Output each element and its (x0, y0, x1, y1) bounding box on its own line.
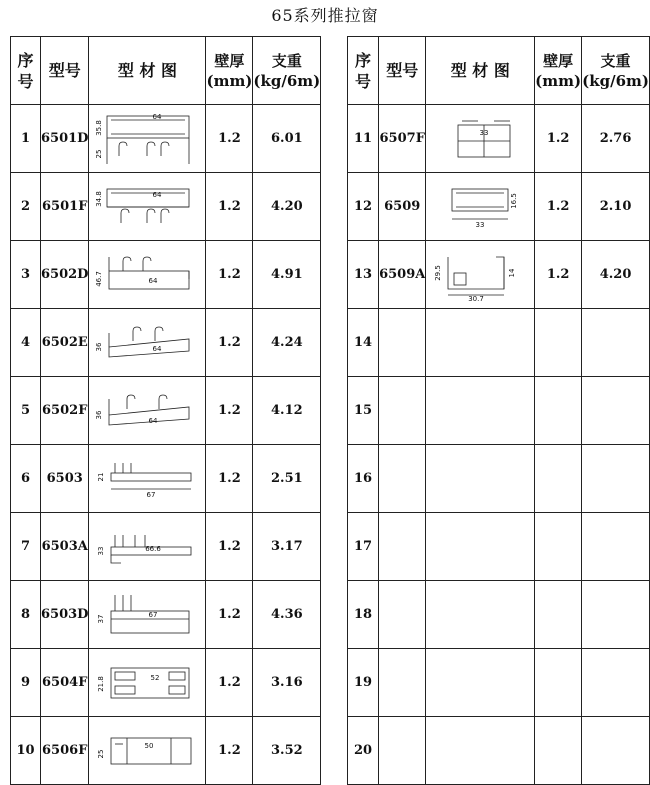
dimension-label: 67 (149, 610, 158, 619)
profile-drawing (97, 730, 197, 772)
profile-drawing (434, 183, 526, 231)
row-index: 16 (348, 445, 379, 513)
row-model: 6504F (41, 649, 89, 717)
dimension-label: 64 (153, 344, 162, 353)
row-model: 6506F (41, 717, 89, 785)
profile-drawing (97, 249, 197, 301)
row-wall-thickness (535, 513, 582, 581)
row-index: 10 (11, 717, 41, 785)
row-drawing (89, 377, 206, 445)
row-index: 12 (348, 173, 379, 241)
row-weight (582, 649, 650, 717)
row-model: 6509A (379, 241, 426, 309)
row-model: 6502F (41, 377, 89, 445)
row-wall-thickness: 1.2 (206, 105, 253, 173)
dimension-label: 52 (151, 673, 160, 682)
row-wall-thickness: 1.2 (535, 241, 582, 309)
row-index: 15 (348, 377, 379, 445)
header-model: 型号 (41, 37, 89, 105)
dimension-label: 29.5 (434, 264, 443, 281)
row-weight (582, 377, 650, 445)
dimension-label: 14 (508, 268, 517, 277)
row-drawing (89, 513, 206, 581)
dimension-label: 33 (479, 128, 489, 137)
profile-drawing (97, 185, 197, 229)
header-weight: 支重 (kg/6m) (582, 37, 650, 105)
profile-drawing (97, 389, 197, 433)
row-wall-thickness (535, 377, 582, 445)
row-wall-thickness: 1.2 (206, 581, 253, 649)
profile-drawing (97, 112, 197, 166)
row-drawing (89, 445, 206, 513)
header-index: 序 号 (11, 37, 41, 105)
table-header-row (348, 37, 650, 105)
row-weight: 2.51 (253, 445, 321, 513)
dimension-label: 33 (97, 546, 106, 555)
row-drawing (426, 717, 535, 785)
dimension-label: 37 (97, 614, 106, 623)
header-index: 序 号 (348, 37, 379, 105)
row-model: 6501D (41, 105, 89, 173)
row-index: 8 (11, 581, 41, 649)
table-row (348, 241, 650, 309)
dimension-label: 34.8 (95, 190, 104, 207)
row-wall-thickness (535, 649, 582, 717)
row-model (379, 717, 426, 785)
dimension-label: 66.6 (145, 544, 162, 553)
dimension-label: 21 (97, 472, 106, 481)
dimension-label: 30.7 (468, 294, 485, 303)
row-drawing (89, 717, 206, 785)
table-row (348, 581, 650, 649)
header-wall: 壁厚 (mm) (535, 37, 582, 105)
dimension-label: 36 (95, 410, 104, 419)
row-drawing (426, 377, 535, 445)
row-drawing (89, 173, 206, 241)
row-wall-thickness: 1.2 (206, 649, 253, 717)
row-wall-thickness: 1.2 (535, 105, 582, 173)
page-title: 65系列推拉窗 (271, 6, 379, 25)
row-index: 19 (348, 649, 379, 717)
row-drawing (89, 309, 206, 377)
row-weight: 4.12 (253, 377, 321, 445)
dimension-label: 46.7 (95, 270, 104, 287)
row-index: 5 (11, 377, 41, 445)
table-row (11, 717, 321, 785)
row-index: 11 (348, 105, 379, 173)
dimension-label: 21.8 (97, 675, 106, 692)
dimension-label: 35.8 (95, 119, 104, 136)
row-wall-thickness: 1.2 (206, 241, 253, 309)
table-row (11, 649, 321, 717)
row-weight (582, 445, 650, 513)
row-wall-thickness: 1.2 (206, 377, 253, 445)
dimension-label: 25 (97, 749, 106, 758)
row-model (379, 649, 426, 717)
row-weight (582, 581, 650, 649)
profile-drawing (97, 525, 197, 569)
table-row (348, 105, 650, 173)
row-drawing (426, 445, 535, 513)
dimension-label: 36 (95, 342, 104, 351)
row-model: 6502D (41, 241, 89, 309)
row-drawing (426, 173, 535, 241)
row-model: 6503D (41, 581, 89, 649)
row-drawing (89, 649, 206, 717)
row-drawing (426, 581, 535, 649)
table-row (348, 173, 650, 241)
row-model (379, 377, 426, 445)
table-row (348, 513, 650, 581)
row-weight: 3.52 (253, 717, 321, 785)
table-header-row (11, 37, 321, 105)
dimension-label: 25 (95, 149, 104, 158)
row-model (379, 309, 426, 377)
row-weight (582, 513, 650, 581)
header-drawing: 型 材 图 (426, 37, 535, 105)
row-index: 20 (348, 717, 379, 785)
row-drawing (426, 649, 535, 717)
profile-drawing (434, 115, 526, 163)
row-weight: 4.24 (253, 309, 321, 377)
row-drawing (89, 105, 206, 173)
table-row (348, 445, 650, 513)
dimension-label: 64 (149, 416, 158, 425)
dimension-label: 16.5 (510, 192, 519, 209)
row-model (379, 581, 426, 649)
row-index: 3 (11, 241, 41, 309)
table-row (11, 173, 321, 241)
row-weight: 3.16 (253, 649, 321, 717)
profile-drawing (97, 321, 197, 365)
header-weight: 支重 (kg/6m) (253, 37, 321, 105)
row-weight: 3.17 (253, 513, 321, 581)
table-row (348, 717, 650, 785)
row-weight (582, 309, 650, 377)
row-index: 7 (11, 513, 41, 581)
row-wall-thickness: 1.2 (535, 173, 582, 241)
table-row (11, 513, 321, 581)
table-row (11, 445, 321, 513)
row-weight: 6.01 (253, 105, 321, 173)
profile-table-left (10, 36, 321, 785)
row-index: 1 (11, 105, 41, 173)
dimension-label: 33 (475, 220, 485, 229)
dimension-label: 50 (145, 741, 154, 750)
row-weight: 4.36 (253, 581, 321, 649)
profile-drawing (97, 459, 197, 499)
row-model: 6503 (41, 445, 89, 513)
dimension-label: 64 (149, 276, 158, 285)
header-model: 型号 (379, 37, 426, 105)
row-index: 13 (348, 241, 379, 309)
row-wall-thickness (535, 445, 582, 513)
row-index: 9 (11, 649, 41, 717)
row-model: 6501F (41, 173, 89, 241)
profile-drawing (97, 662, 197, 704)
row-model: 6502E (41, 309, 89, 377)
row-model (379, 513, 426, 581)
dimension-label: 67 (147, 490, 156, 499)
row-weight: 4.20 (253, 173, 321, 241)
table-row (11, 309, 321, 377)
row-wall-thickness (535, 717, 582, 785)
table-row (348, 649, 650, 717)
row-drawing (426, 105, 535, 173)
row-wall-thickness: 1.2 (206, 513, 253, 581)
profile-drawing (97, 589, 197, 641)
row-index: 18 (348, 581, 379, 649)
row-drawing (89, 581, 206, 649)
row-wall-thickness: 1.2 (206, 173, 253, 241)
row-weight: 2.10 (582, 173, 650, 241)
row-weight: 2.76 (582, 105, 650, 173)
table-row (348, 309, 650, 377)
row-weight (582, 717, 650, 785)
row-model (379, 445, 426, 513)
table-row (348, 377, 650, 445)
row-index: 4 (11, 309, 41, 377)
header-wall: 壁厚 (mm) (206, 37, 253, 105)
table-row (11, 377, 321, 445)
row-index: 6 (11, 445, 41, 513)
row-wall-thickness: 1.2 (206, 445, 253, 513)
row-model: 6509 (379, 173, 426, 241)
row-index: 14 (348, 309, 379, 377)
row-wall-thickness (535, 581, 582, 649)
header-drawing: 型 材 图 (89, 37, 206, 105)
row-index: 2 (11, 173, 41, 241)
row-wall-thickness: 1.2 (206, 309, 253, 377)
row-drawing (89, 241, 206, 309)
row-index: 17 (348, 513, 379, 581)
row-weight: 4.91 (253, 241, 321, 309)
row-model: 6507F (379, 105, 426, 173)
profile-drawing (434, 247, 526, 303)
table-row (11, 581, 321, 649)
row-drawing (426, 309, 535, 377)
row-wall-thickness (535, 309, 582, 377)
profile-table-right (347, 36, 650, 785)
row-model: 6503A (41, 513, 89, 581)
dimension-label: 64 (153, 112, 162, 121)
row-weight: 4.20 (582, 241, 650, 309)
table-row (11, 105, 321, 173)
row-drawing (426, 241, 535, 309)
table-row (11, 241, 321, 309)
dimension-label: 64 (153, 190, 162, 199)
row-wall-thickness: 1.2 (206, 717, 253, 785)
row-drawing (426, 513, 535, 581)
